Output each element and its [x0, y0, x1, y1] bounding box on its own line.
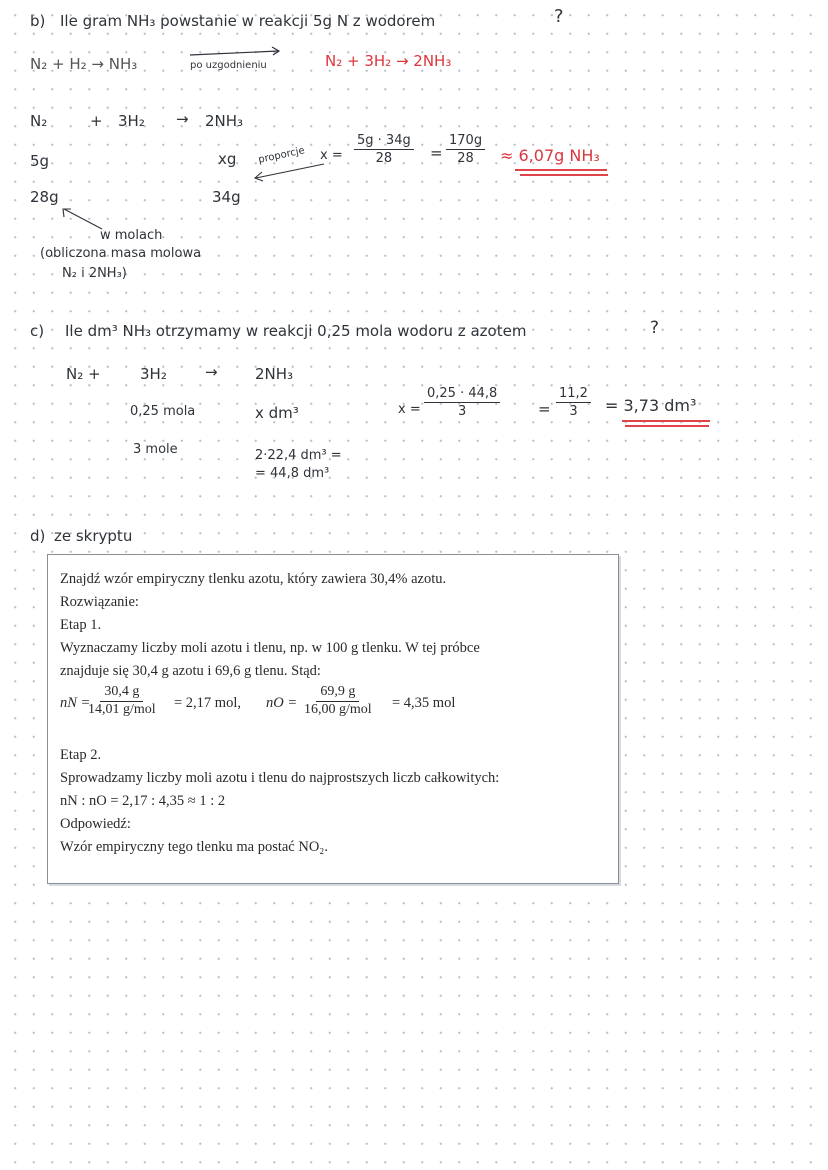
section-d-title: ze skryptu	[54, 527, 133, 545]
excerpt-nO-fraction	[304, 684, 372, 718]
c-reactant-3h2: 3H₂	[140, 365, 167, 383]
x-equals-c: x =	[398, 402, 421, 417]
proportion-note: proporcje	[257, 145, 306, 166]
section-c-question: Ile dm³ NH₃ otrzymamy w reakcji 0,25 mola wodoru z azotem	[65, 322, 527, 340]
section-c-question-mark: ?	[650, 318, 660, 338]
note-line-2: (obliczona masa molowa	[40, 246, 202, 261]
fraction-c-1	[424, 386, 500, 419]
excerpt-nN-den: 14,01 g/mol	[88, 702, 156, 717]
balance-note: po uzgodnieniu	[190, 60, 267, 71]
excerpt-nN-num: 30,4 g	[100, 684, 143, 702]
molar-volume-line-1: 2·22,4 dm³ =	[255, 448, 342, 463]
section-b-question-mark: ?	[554, 6, 564, 27]
fraction-c-2-num: 11,2	[556, 386, 591, 403]
excerpt-step-1: Etap 1.	[60, 617, 102, 633]
moles-given: 0,25 mola	[130, 404, 196, 419]
excerpt-nN-fraction	[88, 684, 156, 718]
fraction-b-2-den: 28	[457, 151, 474, 166]
molar-mass-n2: 28g	[30, 188, 59, 206]
excerpt-answer: Wzór empiryczny tego tlenku ma postać NO₂.	[60, 839, 328, 855]
excerpt-answer-label: Odpowiedź:	[60, 816, 131, 832]
section-b-label: b)	[30, 12, 46, 30]
excerpt-ratio: nN : nO = 2,17 : 4,35 ≈ 1 : 2	[60, 793, 226, 809]
proportion-arrow	[250, 160, 330, 184]
excerpt-step-1-line-1: Wyznaczamy liczby moli azotu i tlenu, np. w 100 g tlenku. W tej próbce	[60, 640, 480, 656]
result-c-underline-2	[625, 425, 709, 427]
textbook-excerpt	[47, 554, 619, 884]
reactant-3h2: 3H₂	[118, 112, 145, 130]
excerpt-nO-label: nO =	[266, 695, 298, 711]
equals-c: =	[538, 400, 551, 418]
excerpt-step-2-line: Sprowadzamy liczby moli azotu i tlenu do najprostszych liczb całkowitych:	[60, 770, 500, 786]
excerpt-solution-label: Rozwiązanie:	[60, 594, 139, 610]
excerpt-nN-value: = 2,17 mol,	[174, 695, 241, 711]
excerpt-nO-value: = 4,35 mol	[392, 695, 456, 711]
plus-sign: +	[90, 112, 103, 130]
c-reactant-n2: N₂ +	[66, 365, 101, 383]
excerpt-task: Znajdź wzór empiryczny tlenku azotu, który zawiera 30,4% azotu.	[60, 571, 447, 587]
balance-arrow	[188, 46, 284, 60]
moles-reference: 3 mole	[133, 442, 178, 457]
fraction-b-1	[354, 133, 414, 166]
result-b-underline-2	[520, 174, 608, 176]
section-b-question: Ile gram NH₃ powstanie w reakcji 5g N z wodorem	[60, 12, 436, 30]
result-b: ≈ 6,07g NH₃	[500, 146, 600, 165]
excerpt-nO-den: 16,00 g/mol	[304, 702, 372, 717]
excerpt-step-1-line-2: znajduje się 30,4 g azotu i 69,6 g tlenu. Stąd:	[60, 663, 321, 679]
result-b-underline-1	[515, 169, 607, 171]
excerpt-step-2: Etap 2.	[60, 747, 102, 763]
fraction-c-1-den: 3	[458, 404, 467, 419]
fraction-c-2-den: 3	[569, 404, 578, 419]
molar-volume-line-2: = 44,8 dm³	[255, 466, 330, 481]
note-line-1: w molach	[100, 228, 163, 243]
result-c-underline-1	[622, 420, 710, 422]
fraction-b-2	[446, 133, 485, 166]
fraction-b-1-den: 28	[375, 151, 393, 166]
note-line-3: N₂ i 2NH₃)	[62, 266, 127, 281]
excerpt-nN-label: nN =	[60, 695, 91, 711]
x-equals-b: x =	[320, 148, 343, 163]
section-d-label: d)	[30, 527, 46, 545]
molar-mass-nh3: 34g	[212, 188, 241, 206]
fraction-b-2-num: 170g	[446, 133, 485, 150]
mass-unknown: xg	[218, 150, 237, 168]
skeleton-equation: N₂ + H₂ → NH₃	[30, 55, 138, 73]
volume-unknown: x dm³	[255, 404, 299, 422]
reactant-n2: N₂	[30, 112, 48, 130]
section-c-label: c)	[30, 322, 45, 340]
result-c: = 3,73 dm³	[605, 396, 697, 415]
reaction-arrow: →	[176, 110, 189, 128]
c-product-2nh3: 2NH₃	[255, 365, 294, 383]
fraction-b-1-num: 5g · 34g	[354, 133, 414, 150]
c-reaction-arrow: →	[205, 363, 218, 381]
excerpt-nO-num: 69,9 g	[316, 684, 359, 702]
mass-given: 5g	[30, 152, 50, 170]
fraction-c-1-num: 0,25 · 44,8	[424, 386, 500, 403]
fraction-c-2	[556, 386, 591, 419]
product-2nh3: 2NH₃	[205, 112, 244, 130]
balanced-equation: N₂ + 3H₂ → 2NH₃	[325, 52, 452, 70]
equals-b: =	[430, 144, 443, 162]
